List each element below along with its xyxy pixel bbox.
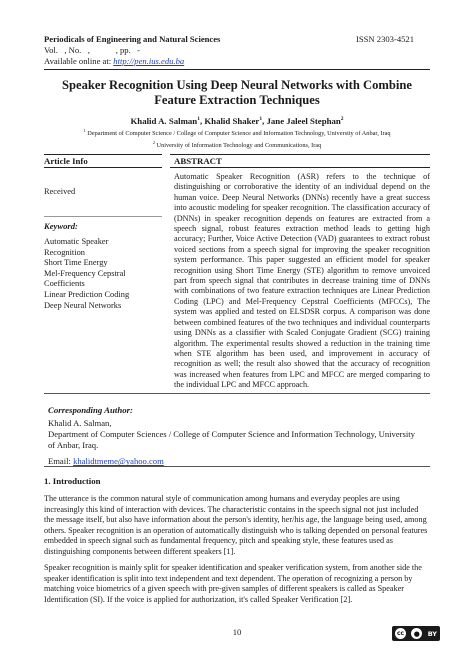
affiliation-2-sup: 2 — [152, 139, 155, 145]
available-online — [44, 56, 184, 67]
affiliation-1 — [44, 127, 430, 139]
issn: ISSN 2303-4521 — [356, 34, 415, 44]
keyword-list — [44, 237, 129, 311]
corresponding-dept-1: Department of Computer Sciences / College of Computer Science and Information Technology, University — [48, 428, 415, 439]
affiliation-2-text: University of Information Technology and Communications, Iraq — [154, 141, 322, 149]
corresponding-dept-2: of Anbar, Iraq. — [48, 439, 99, 450]
header-rule — [44, 69, 430, 70]
volume-line: Vol. , No. , , pp. - — [44, 45, 141, 55]
by-label: BY — [427, 629, 437, 638]
keyword-item: Short Time Energy — [44, 258, 108, 268]
intro-paragraph-2: Speaker recognition is mainly split for speaker identification and speaker verification system, from another side the speaker identification is split into text independent and text dependent. The operation of recognizing a person by matching voice biometrics of a given speech with pre-given samples of different speakers is called as Speaker Identification (SI). If the voice is applied for authorization, it's called Speaker Verification [2]. — [44, 563, 422, 604]
affiliation-2 — [44, 139, 430, 151]
author-sep: , — [199, 116, 205, 126]
author-1-sup: 1 — [197, 116, 200, 123]
keyword-item: Coefficients — [44, 279, 85, 289]
intro-paragraph-1: The utterance is the common natural style of communication among humans and everyday peoples are using increasingly this kind of interaction with devices. The characteristic contains in the speech signal not just included the message itself, but also have information about the person's identity, her/his age, the language being used, among others. Speaker recognition is an operation of automatically distinguish who is talking depended on personal features embedded in speech signal such as fundamental frequency, pitch and speaking style, these features used as distinguishing components between different speakers [1]. — [44, 494, 428, 556]
abstract-heading: ABSTRACT — [174, 156, 222, 166]
author-sep: , — [262, 116, 267, 126]
abstract-top-rule — [170, 154, 430, 155]
title-line-2: Feature Extraction Techniques — [154, 93, 320, 107]
affiliations — [44, 127, 430, 150]
corresponding-heading: Corresponding Author: — [48, 405, 133, 415]
author-1: Khalid A. Salman — [130, 116, 198, 126]
keyword-rule — [44, 216, 162, 217]
cc-circle: cc — [396, 630, 405, 637]
author-3-sup: 2 — [340, 116, 344, 123]
keyword-item: Linear Prediction Coding — [44, 289, 130, 299]
keyword-heading: Keyword: — [44, 221, 78, 231]
corresponding-bottom-rule — [44, 466, 430, 467]
affiliation-1-sup: 1 — [83, 128, 86, 133]
author-2: Khalid Shaker — [204, 116, 260, 126]
journal-url-link[interactable]: http://pen.ius.edu.ba — [113, 56, 185, 66]
title-line-1: Speaker Recognition Using Deep Neural Networks with Combine — [62, 78, 412, 92]
corresponding-rule — [44, 393, 430, 394]
keyword-item: Recognition — [44, 247, 85, 257]
affiliation-1-text: Department of Computer Science / College of Computer Science and Information Technology, University of Anbar, Iraq — [85, 130, 391, 138]
author-3: Jane Jaleel Stephan — [266, 116, 341, 126]
corresponding-details — [48, 418, 430, 467]
paper-title — [44, 78, 430, 108]
page-number: 10 — [232, 627, 242, 637]
abstract-text: Automatic Speaker Recognition (ASR) refers to the technique of distinguishing or corroborative the identity of an individual depend on the human voice. Deep Neural Networks (DNNs) recently have a great success into acoustic modeling for speaker recognition. The classification accuracy of (DNNs) in speaker recognition depends on features are extracted from a speech signal, robust features extraction method leads to getting high accuracy; Further, Voice Active Detection (VAD) guarantees to extract robust voiced sections from a speech signal for improving the speaker recognition system performance. This paper suggested an efficient model for speaker recognition using Short Time Energy (STE) algorithm to remove unvoiced part from speech signal that contributes in decrease training time of DNNs with combinations of two feature extraction techniques are Linear Prediction Coding (LPC) and Mel-Frequency Cepstral Coefficients (MFCCs), The system was applied and tested on ELSDSR corpus. A comparison was done between combined features of the two techniques and individual counterparts using DNNs as a classifier with Scaled Conjugate Gradient (SCG) training algorithm. The experimental results showed a reduction in the training time when STE algorithm has been used, and improvement in accuracy of recognition as well; the result also showed that the accuracy of recognition was increased when features from LPC and MFCC are merged comparing to the individual LPC and MFCC approach. — [174, 172, 430, 390]
available-prefix: Available online at: — [44, 56, 114, 66]
article-info-top-rule — [44, 154, 162, 155]
article-info-rule — [44, 167, 162, 168]
keyword-item: Mel-Frequency Cepstral — [44, 268, 126, 278]
article-info-heading: Article Info — [44, 156, 88, 166]
received-label: Received — [44, 187, 76, 196]
keyword-item: Deep Neural Networks — [44, 300, 122, 310]
cc-by-icon[interactable] — [392, 626, 440, 641]
journal-name: Periodicals of Engineering and Natural Sciences — [44, 34, 221, 44]
author-list — [44, 116, 430, 126]
author-2-sup: 1 — [259, 116, 263, 123]
email-link[interactable]: khalidtmeme@yahoo.com — [73, 456, 164, 467]
intro-heading: 1. Introduction — [44, 476, 101, 486]
keyword-item: Automatic Speaker — [44, 237, 109, 246]
person-icon: ● — [411, 628, 422, 639]
abstract-rule — [170, 167, 430, 168]
corresponding-name: Khalid A. Salman, — [48, 418, 112, 428]
email-label: Email: — [48, 456, 74, 467]
